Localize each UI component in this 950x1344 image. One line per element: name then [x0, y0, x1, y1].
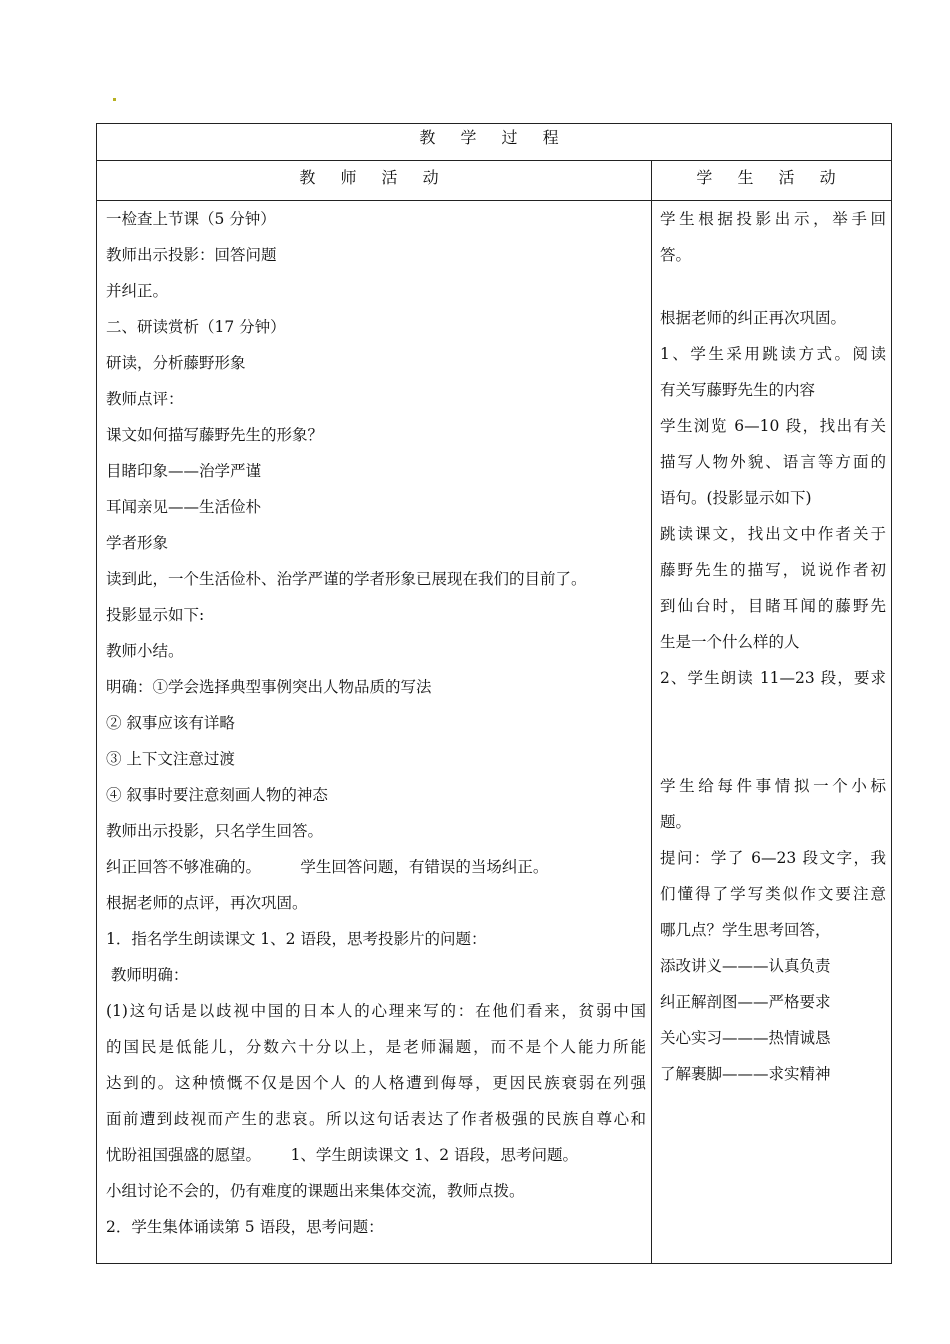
teacher-line: 一检查上节课（5 分钟） — [106, 210, 276, 228]
student-line: 描写人物外貌、语言等方面的 — [660, 453, 886, 471]
student-activity-column — [660, 201, 886, 1092]
student-line: 2、学生朗读 11—23 段，要求 — [660, 669, 886, 687]
teacher-line: 投影显示如下: — [106, 606, 205, 624]
spacer — [660, 696, 886, 732]
student-line: 学生给每件事情拟一个小标 — [660, 777, 886, 795]
student-line: 有关写藤野先生的内容 — [660, 381, 816, 399]
teacher-line: 读到此，一个生活俭朴、治学严谨的学者形象已展现在我们的目前了。 — [106, 570, 587, 588]
teacher-line: 纠正回答不够准确的。 学生回答问题，有错误的当场纠正。 — [106, 858, 549, 876]
student-line: 跳读课文，找出文中作者关于 — [660, 525, 886, 543]
teacher-line: 课文如何描写藤野先生的形象？ — [106, 426, 324, 444]
student-line: 了解裹脚———求实精神 — [660, 1065, 831, 1083]
teacher-line: (1)这句话是以歧视中国的日本人的心理来写的：在他们看来，贫弱中国 — [106, 1002, 646, 1020]
teacher-line: 研读，分析藤野形象 — [106, 354, 246, 372]
decorative-dot — [113, 98, 116, 101]
spacer — [660, 732, 886, 768]
teacher-line: 忧盼祖国强盛的愿望。 1、学生朗读课文 1、2 语段，思考问题。 — [106, 1146, 579, 1164]
student-activity-header: 学 生 活 动 — [696, 168, 846, 187]
teacher-line: 明确：①学会选择典型事例突出人物品质的写法 — [106, 678, 432, 696]
teacher-line: 教师小结。 — [106, 642, 184, 660]
teacher-line: 目睹印象——治学严谨 — [106, 462, 262, 480]
teacher-activity-column — [106, 201, 646, 1245]
student-line: 生是一个什么样的人 — [660, 633, 800, 651]
teacher-line: 教师出示投影：回答问题 — [106, 246, 277, 264]
teacher-line: 1．指名学生朗读课文 1、2 语段，思考投影片的问题： — [106, 930, 487, 948]
teacher-line: 教师点评： — [106, 390, 184, 408]
column-divider — [651, 161, 652, 1263]
student-line: 题。 — [660, 813, 692, 831]
teacher-line: 教师明确： — [106, 966, 189, 984]
student-line: 学生根据投影出示，举手回 — [660, 210, 886, 228]
student-line: 纠正解剖图——严格要求 — [660, 993, 831, 1011]
student-line: 根据老师的纠正再次巩固。 — [660, 309, 847, 327]
teacher-line: 根据老师的点评，再次巩固。 — [106, 894, 308, 912]
teaching-process-table — [96, 123, 892, 1264]
teacher-line: 耳闻亲见——生活俭朴 — [106, 498, 262, 516]
student-line: 1、学生采用跳读方式。阅读 — [660, 345, 886, 363]
table-header-row — [97, 161, 891, 201]
teacher-line: 的国民是低能儿，分数六十分以上，是老师漏题，而不是个人能力所能 — [106, 1038, 646, 1056]
teacher-line: 二、研读赏析（17 分钟） — [106, 318, 286, 336]
teacher-line: ④ 叙事时要注意刻画人物的神态 — [106, 786, 328, 804]
teacher-line: 面前遭到歧视而产生的悲哀。所以这句话表达了作者极强的民族自尊心和 — [106, 1110, 646, 1128]
teacher-line: 小组讨论不会的，仍有难度的课题出来集体交流，教师点拨。 — [106, 1182, 525, 1200]
student-line: 到仙台时，目睹耳闻的藤野先 — [660, 597, 886, 615]
spacer — [660, 273, 886, 300]
student-line: 藤野先生的描写，说说作者初 — [660, 561, 886, 579]
teacher-line: ③ 上下文注意过渡 — [106, 750, 235, 768]
student-line: 答。 — [660, 246, 692, 264]
teacher-line: 达到的。这种愤慨不仅是因个人 的人格遭到侮辱，更因民族衰弱在列强 — [106, 1074, 646, 1092]
student-line: 添改讲义———认真负责 — [660, 957, 831, 975]
student-line: 语句。(投影显示如下) — [660, 489, 812, 507]
table-title: 教 学 过 程 — [97, 124, 891, 161]
teacher-activity-header: 教 师 活 动 — [299, 168, 449, 187]
student-line: 们懂得了学写类似作文要注意 — [660, 885, 886, 903]
teacher-line: 教师出示投影，只名学生回答。 — [106, 822, 324, 840]
student-line: 哪几点？学生思考回答， — [660, 921, 831, 939]
teacher-line: 2．学生集体诵读第 5 语段，思考问题： — [106, 1218, 384, 1236]
student-line: 学生浏览 6—10 段，找出有关 — [660, 417, 886, 435]
student-line: 关心实习———热情诚恳 — [660, 1029, 831, 1047]
teacher-line: ② 叙事应该有详略 — [106, 714, 235, 732]
teacher-line: 并纠正。 — [106, 282, 169, 300]
student-line: 提问：学了 6—23 段文字，我 — [660, 849, 886, 867]
teacher-line: 学者形象 — [106, 534, 169, 552]
